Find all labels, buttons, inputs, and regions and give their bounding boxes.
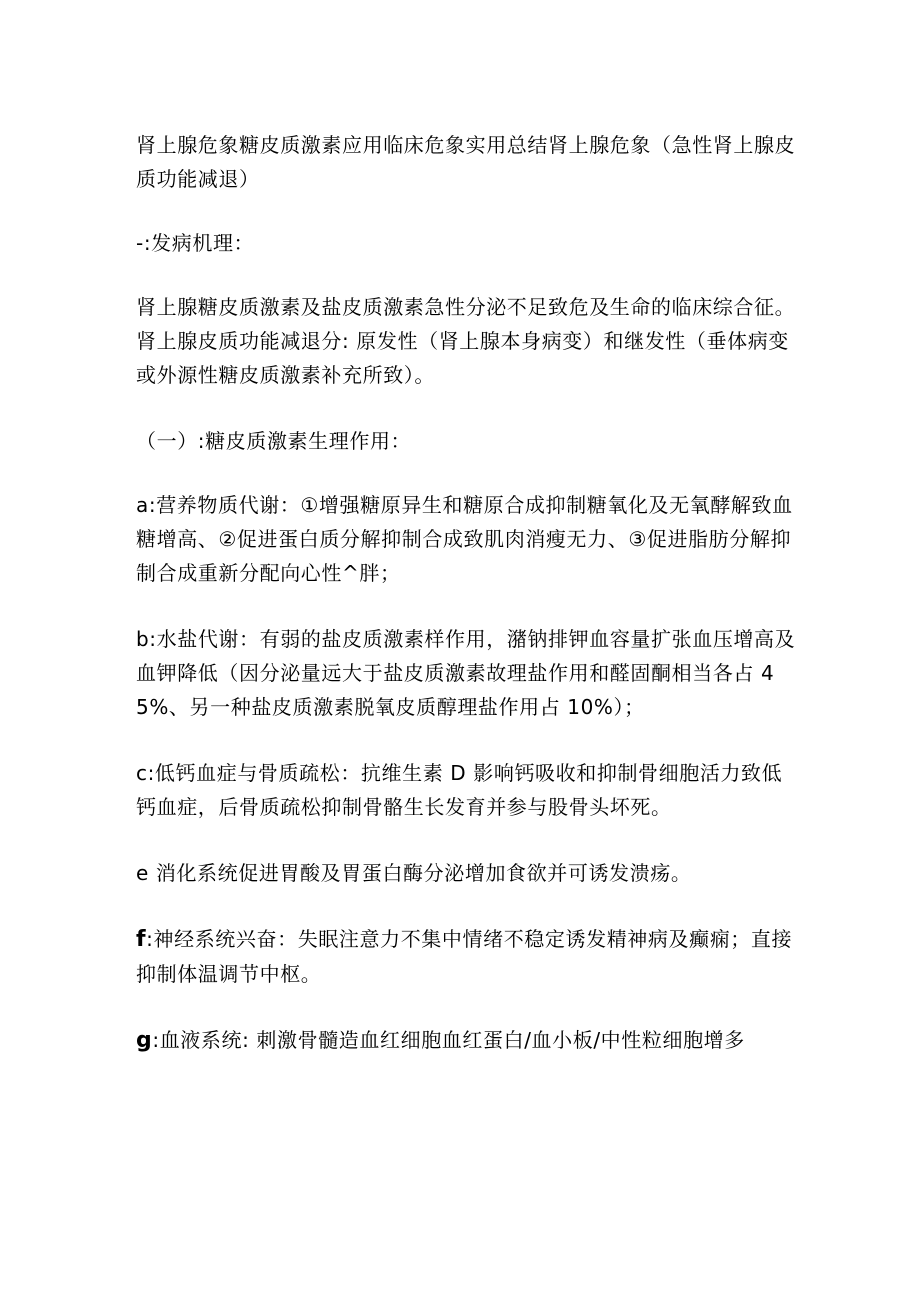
subsection-heading-glucocorticoid: （一）:糖皮质激素生理作用： — [136, 429, 412, 453]
item-e-digestive-system: e 消化系统促进胃酸及胃蛋白酶分泌增加食欲并可诱发溃疡。 — [136, 861, 692, 885]
item-f-letter: f — [136, 927, 147, 952]
item-g-blood-system — [136, 1023, 796, 1058]
item-f-text: :神经系统兴奋：失眠注意力不集中情绪不稳定诱发精神病及癫痫；直接抑制体温调节中枢。 — [136, 927, 793, 986]
item-b-water-salt-metabolism: b:水盐代谢：有弱的盐皮质激素样作用，潴钠排钾血容量扩张血压增高及血钾降低（因分泌量远大于盐皮质激素故理盐作用和醛固酮相当各占 45%、另一种盐皮质激素脱氧皮质醇理盐作用占 10%）； — [136, 627, 796, 719]
document-body — [136, 128, 796, 1058]
item-g-text: :血液系统: 刺激骨髓造血红细胞血红蛋白/血小板/中性粒细胞增多 — [152, 1028, 745, 1052]
item-g-letter: g — [136, 1028, 153, 1053]
item-c-hypocalcemia: c:低钙血症与骨质疏松：抗维生素 D 影响钙吸收和抑制骨细胞活力致低钙血症，后骨质疏松抑制骨骼生长发育并参与股骨头坏死。 — [136, 761, 783, 819]
paragraph-pathogenesis: 肾上腺糖皮质激素及盐皮质激素急性分泌不足致危及生命的临床综合征。肾上腺皮质功能减退分: 原发性（肾上腺本身病变）和继发性（垂体病变或外源性糖皮质激素补充所致）。 — [136, 295, 796, 387]
item-f-nervous-system — [136, 922, 796, 991]
section-heading-pathogenesis: -:发病机理： — [136, 231, 255, 255]
item-a-nutrient-metabolism: a:营养物质代谢：①增强糖原异生和糖原合成抑制糖氧化及无氧酵解致血糖增高、②促进蛋白质分解抑制合成致肌肉消瘦无力、③促进脂肪分解抑制合成重新分配向心性^胖； — [136, 493, 793, 585]
document-title: 肾上腺危象糖皮质激素应用临床危象实用总结肾上腺危象（急性肾上腺皮质功能减退） — [136, 133, 796, 191]
